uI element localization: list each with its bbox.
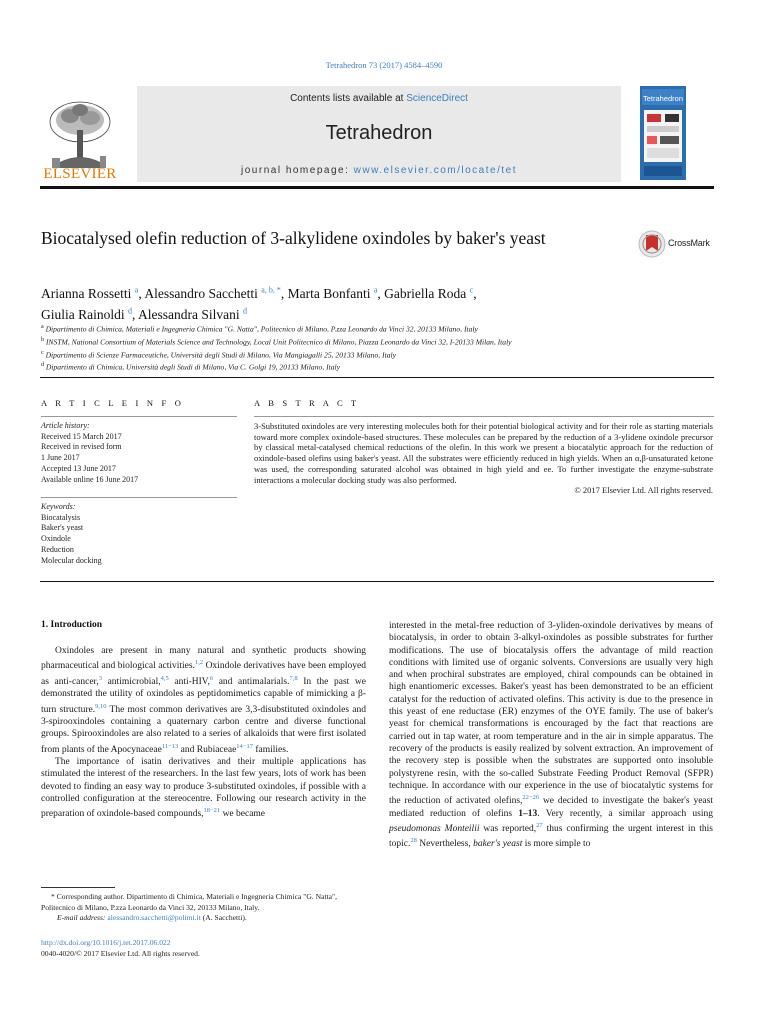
citation-ref[interactable]: 18−21 (203, 807, 221, 815)
article-title: Biocatalysed olefin reduction of 3-alkylidene oxindoles by baker's yeast (41, 228, 546, 248)
author-affil-sup[interactable]: d (128, 306, 132, 316)
text-run: The most common derivatives are 3,3-disubstituted oxindoles and 3-spirooxindoles containing a quaternary carbon centre and diverse functional groups. Spirooxindoles are also related to a series of alkaloids that were first isolated from plants of the Apocynaceae (41, 704, 366, 755)
text-run: was reported, (479, 824, 537, 835)
abstract-heading: A B S T R A C T (254, 398, 360, 408)
footnote-rule (41, 887, 115, 888)
header-rule (40, 186, 714, 189)
keywords-block (41, 502, 237, 566)
affiliation-text: Dipartimento di Chimica, Università degli Studi di Milano, Via C. Golgi 19, 20133 Milano, Italy (45, 363, 341, 373)
text-run: . Very recently, a similar approach using (537, 808, 713, 819)
author-list (41, 281, 681, 324)
affiliation-sup: d (41, 362, 44, 369)
text-run: is more simple to (522, 839, 591, 850)
keyword: Molecular docking (41, 555, 102, 565)
keywords-rule (41, 497, 237, 498)
author-name: Gabriella Roda (384, 285, 467, 301)
citation-ref[interactable]: 11−13 (161, 742, 179, 750)
author-5[interactable] (138, 307, 247, 322)
abstract-rule (254, 416, 714, 417)
elsevier-wordmark: ELSEVIER (43, 166, 117, 182)
email-label: E-mail address: (57, 913, 108, 922)
text-run: anti-HIV, (168, 676, 210, 687)
affiliation-item (41, 335, 681, 348)
intro-paragraph-1 (41, 645, 366, 756)
cover-title-text: Tetrahedron (642, 94, 684, 103)
abstract-text: 3-Substituted oxindoles are very interesting molecules both for their potential biological activity and for their role as starting materials toward more complex oxindole-based structures. These molecules can be prepared by the reduction of a 3-ylidene oxindole precursor by classical metal-catalysed chemical reductions of the olefin. In this work we present a biocatalytic approach for the reduction of oxindole-based olefins using baker's yeast. All the substrates were efficiently reduced in high yields. When an α,β-unsaturated ketone was used, the corresponding saturated alcohol was obtained in high yield and ee. To further investigate the enzyme-substrate interactions a molecular docking study was also performed. (254, 421, 713, 485)
author-1[interactable] (144, 286, 287, 301)
keywords-label: Keywords: (41, 502, 76, 511)
article-info-heading: A R T I C L E I N F O (41, 398, 185, 408)
author-sep: , (132, 307, 139, 322)
body-column-right (389, 620, 713, 851)
affiliation-text: Dipartimento di Scienze Farmaceutiche, Università degli Studi di Milano, Via Mangiagalli 25, 20133 Milano, Italy (45, 350, 396, 360)
abstract-body (254, 421, 713, 496)
citation-ref[interactable]: 7,8 (289, 674, 298, 682)
text-run: The importance of isatin derivatives and their multiple applications has stimulated the interest of the researchers. In the last few years, lots of work has been devoted to finding an easy way to produce 3-substituted oxindoles, if possible with a controlled configuration at the stereocentre. Following our research activity in the preparation of oxindole-based compounds, (41, 757, 366, 820)
section-rule-lower (40, 581, 714, 582)
section-rule (40, 377, 714, 378)
author-affil-sup[interactable]: a (373, 285, 378, 294)
author-affil-sup[interactable]: d (243, 306, 247, 316)
author-name: Arianna Rossetti (41, 285, 132, 301)
author-name: Giulia Rainoldi (41, 307, 125, 322)
author-0[interactable] (41, 286, 144, 301)
contents-prefix: Contents lists available at (290, 93, 407, 104)
author-sep: , (138, 285, 145, 301)
issn-line: 0040-4020/© 2017 Elsevier Ltd. All rights reserved. (41, 949, 200, 958)
citation-ref[interactable]: 3 (98, 674, 102, 682)
text-run: In the past we demonstrated the utility of oxindoles as peptidomimetics capable of mimicking a β-turn structure. (41, 676, 366, 715)
article-history (41, 421, 237, 485)
text-run: we decided to investigate the baker's yeast mediated reduction of olefins (389, 796, 713, 819)
keyword: Reduction (41, 544, 74, 554)
species-name: pseudomonas Monteilii (389, 824, 480, 835)
author-sep: , (473, 285, 477, 301)
author-4[interactable] (41, 307, 138, 322)
citation-ref[interactable]: 6 (209, 674, 214, 682)
history-line: Accepted 13 June 2017 (41, 463, 116, 473)
affiliation-sup: c (41, 349, 44, 356)
author-affil-sup[interactable]: a (134, 285, 139, 294)
author-sep: , (280, 285, 288, 301)
journal-citation[interactable]: Tetrahedron 73 (2017) 4584–4590 (325, 60, 443, 70)
affiliations (41, 322, 681, 373)
corresponding-author-note: * Corresponding author. Dipartimento di Chimica, Materiali e Ingegneria Chimica "G. Natta", Politecnico di Milano, P.zza Leonardo da Vinci 32, 20133 Milano, Italy. (41, 892, 338, 912)
citation-ref[interactable]: 22−26 (522, 794, 540, 802)
history-line: 1 June 2017 (41, 453, 80, 463)
text-run: we became (220, 809, 266, 820)
sciencedirect-link[interactable]: ScienceDirect (406, 93, 468, 104)
keyword: Biocatalysis (41, 512, 81, 522)
email-suffix: (A. Sacchetti). (200, 913, 247, 922)
intro-paragraph-3 (389, 620, 713, 851)
citation-ref[interactable]: 14−17 (236, 742, 253, 750)
affiliation-text: Dipartimento di Chimica, Materiali e Ingegneria Chimica "G. Natta", Politecnico di Milano, P.zza Leonardo da Vinci 32, 20133 Milano, Italy (45, 324, 478, 334)
author-name: Alessandro Sacchetti (144, 285, 258, 301)
citation-ref[interactable]: 27 (536, 821, 543, 829)
affiliation-item (41, 348, 681, 361)
abstract-copyright: © 2017 Elsevier Ltd. All rights reserved. (574, 485, 713, 496)
email-link[interactable]: alessandro.sacchetti@polimi.it (107, 913, 201, 922)
italic-term: baker's yeast (473, 839, 523, 850)
affiliation-sup: b (41, 336, 44, 343)
text-run: Oxindole derivatives have been employed as anti-cancer, (41, 661, 366, 687)
citation-ref[interactable]: 9,10 (95, 702, 107, 710)
author-name: Marta Bonfanti (287, 285, 371, 301)
affiliation-text: INSTM, National Consortium of Materials Science and Technology, Local Unit Politecnico di Milano, Piazza Leonardo da Vinci 32, I-20133 Milan, Italy (45, 337, 512, 347)
citation-ref[interactable]: 1,2 (194, 659, 204, 667)
affiliation-item (41, 360, 681, 373)
text-run: families. (252, 744, 289, 755)
homepage-prefix: journal homepage: (241, 165, 354, 176)
footnote (41, 892, 371, 924)
introduction-heading: 1. Introduction (41, 620, 103, 630)
crossmark-icon[interactable] (638, 229, 666, 259)
paragraph-runs (389, 621, 713, 819)
history-label: Article history: (41, 421, 90, 430)
text-run: Oxindoles are present in many natural and synthetic products showing pharmaceutical and biological activities. (41, 646, 366, 672)
history-line: Available online 16 June 2017 (41, 474, 139, 484)
text-run: antimicrobial, (101, 676, 161, 687)
keyword: Oxindole (41, 534, 71, 544)
contents-line (137, 93, 621, 104)
author-2[interactable] (288, 286, 385, 301)
affiliation-item (41, 322, 681, 335)
body-column-left (41, 645, 366, 821)
text-run: Nevertheless, (416, 839, 474, 850)
journal-homepage-link[interactable]: www.elsevier.com/locate/tet (353, 165, 517, 176)
text-run: and Rubiaceae (178, 744, 237, 755)
author-name: Alessandra Silvani (138, 307, 240, 322)
author-3[interactable] (384, 286, 476, 301)
intro-paragraph-2 (41, 756, 366, 821)
affiliation-sup: a (41, 324, 44, 330)
doi-link[interactable]: http://dx.doi.org/10.1016/j.tet.2017.06.022 (41, 938, 171, 947)
text-run: interested in the metal-free reduction of 3-yliden-oxindole derivatives by means of biocatalysis, in order to obtain 3-alkyl-oxindoles as possible substrates for further modifications. The use of biocatalysis offers the advantage of mild reaction conditions with limited use of organic solvents. Conversions are usually very high and when prochiral substrates are employed, chiral compounds can be obtained in high enantiomeric excesses. Baker's yeast has been demonstrated to be an efficient catalyst for the reduction of activated olefins. This activity is due to the presence in this yeast of ene reductase (ER) enzymes of the OYE family. The use of baker's yeast for chemical transformations is encouraged by the fact that reactions are carried out in tap water, at room temperature and in the air in simple apparatus. The recovery of the products is easily realized by solvent extraction. An improvement of the recovery step is possible when the substrates are supported onto insoluble polystyrene resin, with the so-called Substrate Feeding Product Removal (SFPR) technique. In accordance with our experience in the use of biocatalytic systems for the reduction of activated olefins, (389, 621, 713, 807)
citation-ref[interactable]: 4,5 (160, 674, 169, 682)
journal-name: Tetrahedron (325, 122, 433, 144)
text-run: and antimalarials. (213, 676, 290, 687)
history-line: Received 15 March 2017 (41, 431, 122, 441)
compound-range: 1–13 (518, 808, 538, 819)
author-affil-sup[interactable]: c (469, 285, 474, 294)
text-run: thus confirming the urgent interest in this topic. (389, 824, 713, 850)
keyword: Baker's yeast (41, 523, 84, 533)
citation-ref[interactable]: 28 (410, 837, 417, 845)
article-info-rule (41, 416, 237, 417)
author-affil-sup[interactable]: a, b, * (261, 285, 281, 294)
author-sep: , (377, 285, 385, 301)
journal-cover-thumbnail[interactable] (640, 86, 686, 180)
history-line: Received in revised form (41, 442, 122, 452)
journal-homepage-line (137, 165, 621, 176)
crossmark-label[interactable]: CrossMark (668, 238, 710, 248)
email-line (41, 913, 371, 924)
